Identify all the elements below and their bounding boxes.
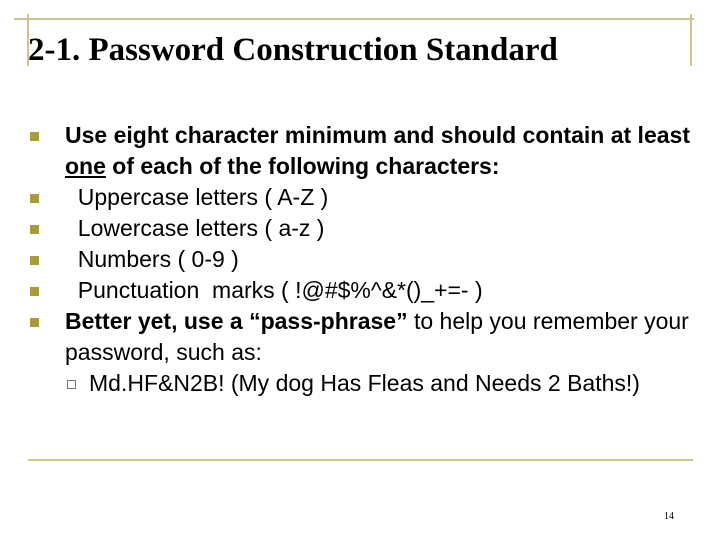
bullet-text-pass-phrase: Better yet, use a “pass-phrase” to help you remember your password, such as: <box>65 308 689 365</box>
square-bullet-icon <box>30 287 39 296</box>
bullet-text-lowercase: Lowercase letters ( a-z ) <box>65 215 325 241</box>
bullet-item-minimum <box>30 120 700 182</box>
slide-title: 2-1. Password Construction Standard <box>28 32 558 68</box>
square-bullet-icon <box>30 225 39 234</box>
bullet-text-minimum: Use eight character minimum and should contain at least one of each of the following characters: <box>65 122 690 179</box>
square-bullet-icon <box>30 256 39 265</box>
sub-bullet-text: Md.HF&N2B! (My dog Has Fleas and Needs 2 Baths!) <box>89 370 640 396</box>
bullet-text-punctuation: Punctuation marks ( !@#$%^&*()_+=- ) <box>65 277 483 303</box>
bullet-item-pass-phrase <box>30 306 700 399</box>
bullet-item-uppercase <box>30 182 700 213</box>
square-bullet-icon <box>30 132 39 141</box>
bullet-item-numbers <box>30 244 700 275</box>
right-vertical-rule <box>690 14 692 66</box>
underlined-word-one: one <box>65 153 106 179</box>
bullet-item-punctuation <box>30 275 700 306</box>
bottom-horizontal-rule <box>28 459 693 461</box>
hollow-square-bullet-icon <box>67 380 76 389</box>
sub-bullet-example <box>65 368 700 399</box>
bullet-item-lowercase <box>30 213 700 244</box>
page-number: 14 <box>664 511 674 522</box>
top-horizontal-rule <box>14 18 694 20</box>
bullet-text-uppercase: Uppercase letters ( A-Z ) <box>65 184 329 210</box>
bullet-text-numbers: Numbers ( 0-9 ) <box>65 246 239 272</box>
bullet-list <box>30 120 700 399</box>
square-bullet-icon <box>30 318 39 327</box>
square-bullet-icon <box>30 194 39 203</box>
